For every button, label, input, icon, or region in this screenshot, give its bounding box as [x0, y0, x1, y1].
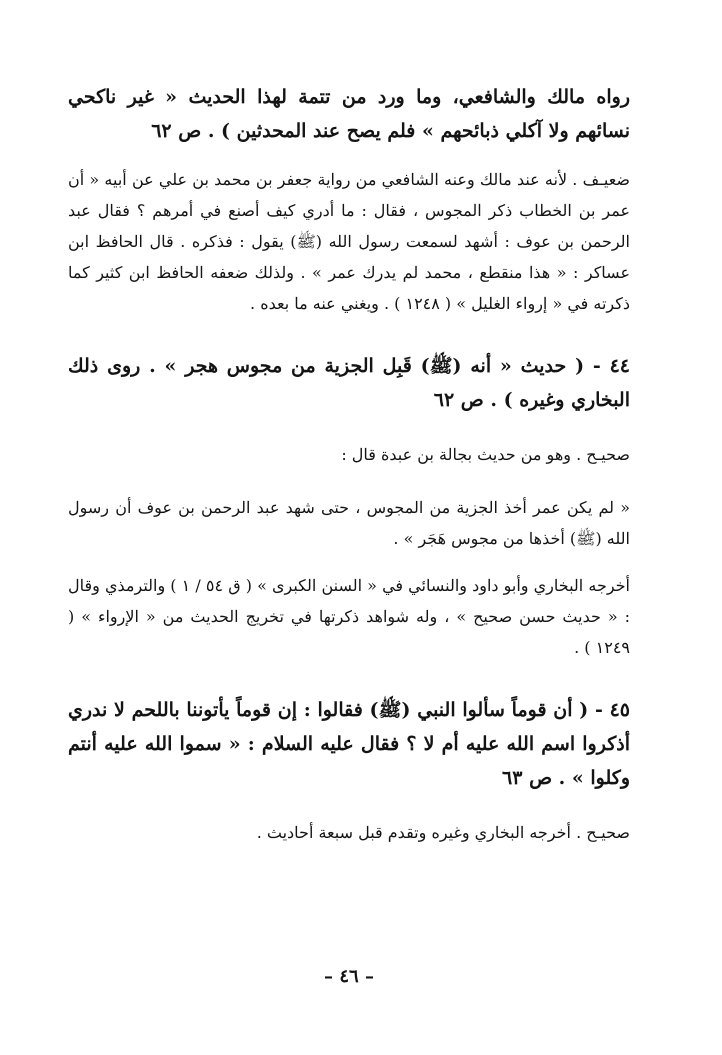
hadith-43-text: رواه مالك والشافعي، وما ورد من تتمة لهذا الحديث « غير ناكحي نسائهم ولا آكلي ذبائحهم » فلم يصح عند المحدثين ) . ص ٦٢ — [68, 86, 630, 142]
hadith-44-text: ٤٤ - ( حديث « أنه (ﷺ) قَبِل الجزية من مجوس هجر » . روى ذلك البخاري وغيره ) . ص ٦٢ — [68, 355, 630, 411]
hadith-44-grading: صحيـح . وهو من حديث بجالة بن عبدة قال : — [341, 445, 630, 464]
hadith-44-takhrij: أخرجه البخاري وأبو داود والنسائي في « السنن الكبرى » ( ق ٥٤ / ١ ) والترمذي وقال : « حديث حسن صحيح » ، وله شواهد ذكرتها في تخريج الحديث من « الإرواء » ( ١٢٤٩ ) . — [68, 576, 630, 657]
document-page — [68, 80, 630, 1015]
hadith-44-narration: « لم يكن عمر أخذ الجزية من المجوس ، حتى شهد عبد الرحمن بن عوف أن رسول الله (ﷺ) أخذها من مجوس هَجَر » . — [68, 498, 630, 548]
hadith-45-grading: صحيـح . أخرجه البخاري وغيره وتقدم قبل سبعة أحاديث . — [256, 823, 630, 842]
hadith-45-text: ٤٥ - ( أن قوماً سألوا النبي (ﷺ) فقالوا : إن قوماً يأتوننا باللحم لا ندري أذكروا اسم الله عليه أم لا ؟ فقال عليه السلام : « سموا الله عليه أنتم وكلوا » . ص ٦٣ — [68, 699, 630, 789]
hadith-43-grading: ضعيـف . لأنه عند مالك وعنه الشافعي من رواية جعفر بن محمد بن علي عن أبيه « أن عمر بن الخطاب ذكر المجوس ، فقال : ما أدري كيف أصنع في أمرهم ؟ فقال عبد الرحمن بن عوف : أشهد لسمعت رسول الله (ﷺ) يقول : فذكره . قال الحافظ ابن عساكر : « هذا منقطع ، محمد لم يدرك عمر » . ولذلك ضعفه الحافظ ابن كثير كما ذكرته في « إرواء الغليل » ( ١٢٤٨ ) . ويغني عنه ما بعده . — [68, 170, 630, 313]
page-number: – ٤٦ – — [324, 966, 374, 987]
